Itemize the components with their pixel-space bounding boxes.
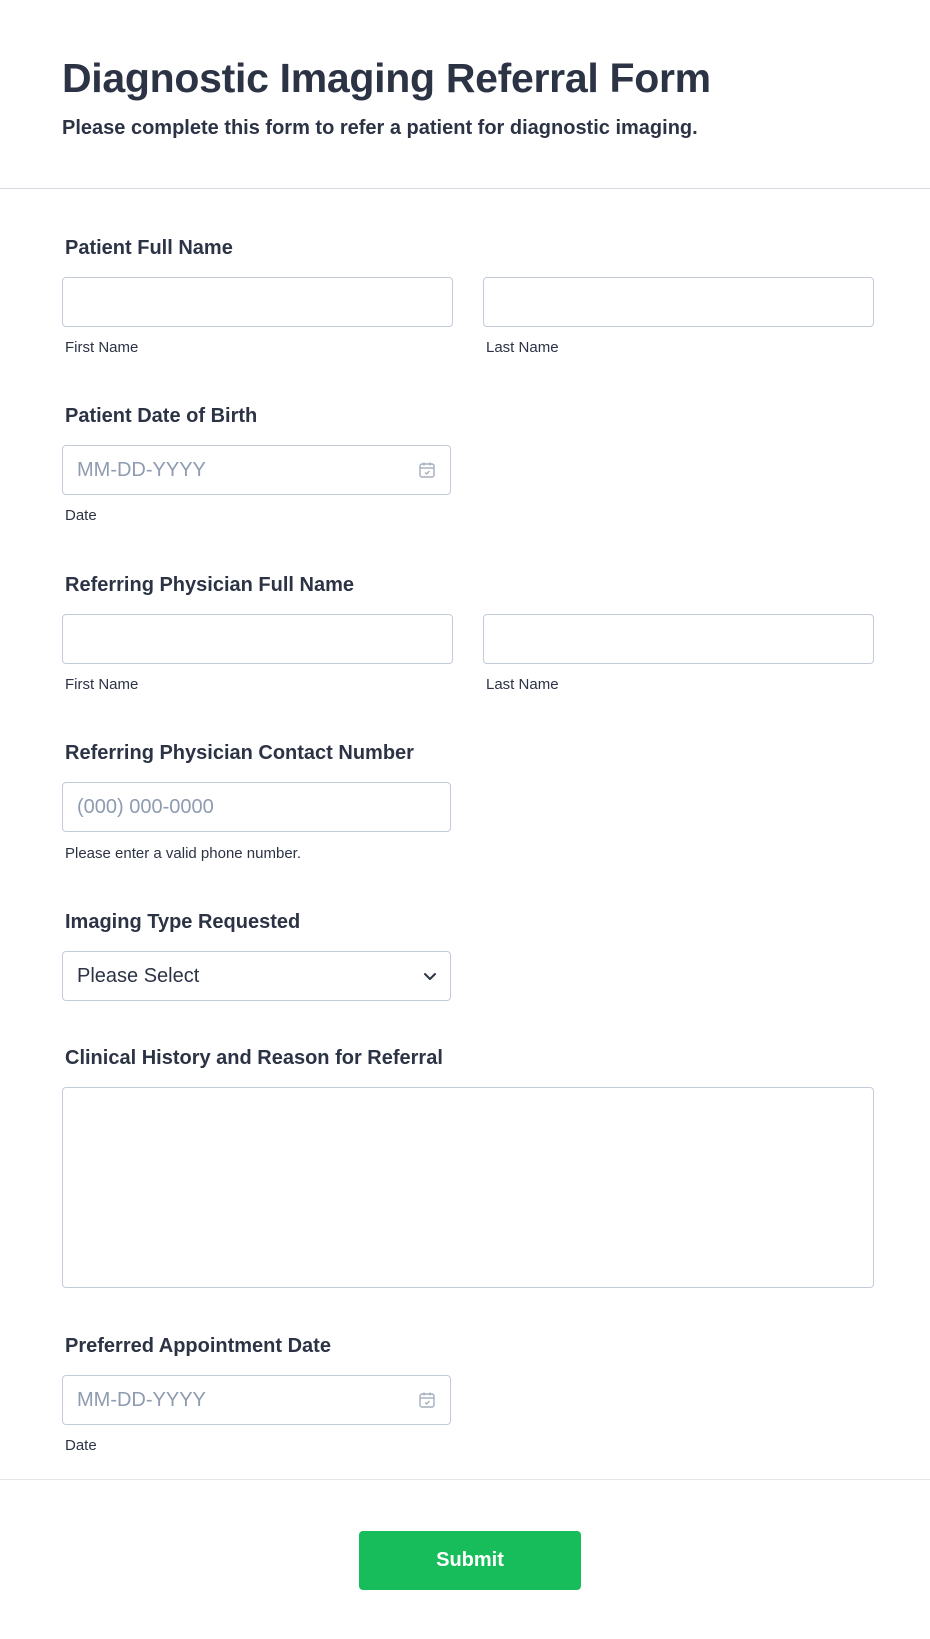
calendar-icon[interactable]: [418, 1391, 436, 1409]
physician-first-name-sublabel: First Name: [65, 676, 139, 693]
patient-last-name-sublabel: Last Name: [486, 339, 559, 356]
patient-first-name-sublabel: First Name: [65, 339, 139, 356]
submit-button[interactable]: Submit: [359, 1531, 581, 1590]
patient-dob-label: Patient Date of Birth: [65, 405, 258, 427]
header-divider: [0, 188, 930, 189]
physician-first-name-input[interactable]: [62, 614, 453, 664]
patient-last-name-input[interactable]: [483, 277, 874, 327]
appointment-date-sublabel: Date: [65, 1437, 97, 1454]
page-subtitle: Please complete this form to refer a patient for diagnostic imaging.: [62, 117, 698, 139]
clinical-history-textarea[interactable]: [62, 1087, 874, 1288]
chevron-down-icon: [422, 968, 438, 984]
patient-dob-sublabel: Date: [65, 507, 97, 524]
page-title: Diagnostic Imaging Referral Form: [62, 55, 711, 101]
clinical-history-label: Clinical History and Reason for Referral: [65, 1047, 443, 1069]
imaging-type-select[interactable]: [62, 951, 451, 1001]
physician-phone-label: Referring Physician Contact Number: [65, 742, 414, 764]
calendar-icon[interactable]: [418, 461, 436, 479]
appointment-date-input[interactable]: [62, 1375, 451, 1425]
appointment-date-placeholder: MM-DD-YYYY: [77, 1388, 206, 1411]
imaging-type-label: Imaging Type Requested: [65, 911, 301, 933]
physician-phone-sublabel: Please enter a valid phone number.: [65, 845, 301, 862]
footer-divider: [0, 1479, 930, 1480]
physician-phone-input[interactable]: [62, 782, 451, 832]
patient-first-name-input[interactable]: [62, 277, 453, 327]
patient-dob-input[interactable]: [62, 445, 451, 495]
physician-phone-placeholder: (000) 000-0000: [77, 795, 214, 818]
form-header: [0, 0, 930, 139]
physician-name-label: Referring Physician Full Name: [65, 574, 354, 596]
imaging-type-selected: Please Select: [77, 964, 200, 987]
appointment-date-label: Preferred Appointment Date: [65, 1335, 331, 1357]
patient-name-label: Patient Full Name: [65, 237, 233, 259]
physician-last-name-input[interactable]: [483, 614, 874, 664]
patient-dob-placeholder: MM-DD-YYYY: [77, 458, 206, 481]
physician-last-name-sublabel: Last Name: [486, 676, 559, 693]
